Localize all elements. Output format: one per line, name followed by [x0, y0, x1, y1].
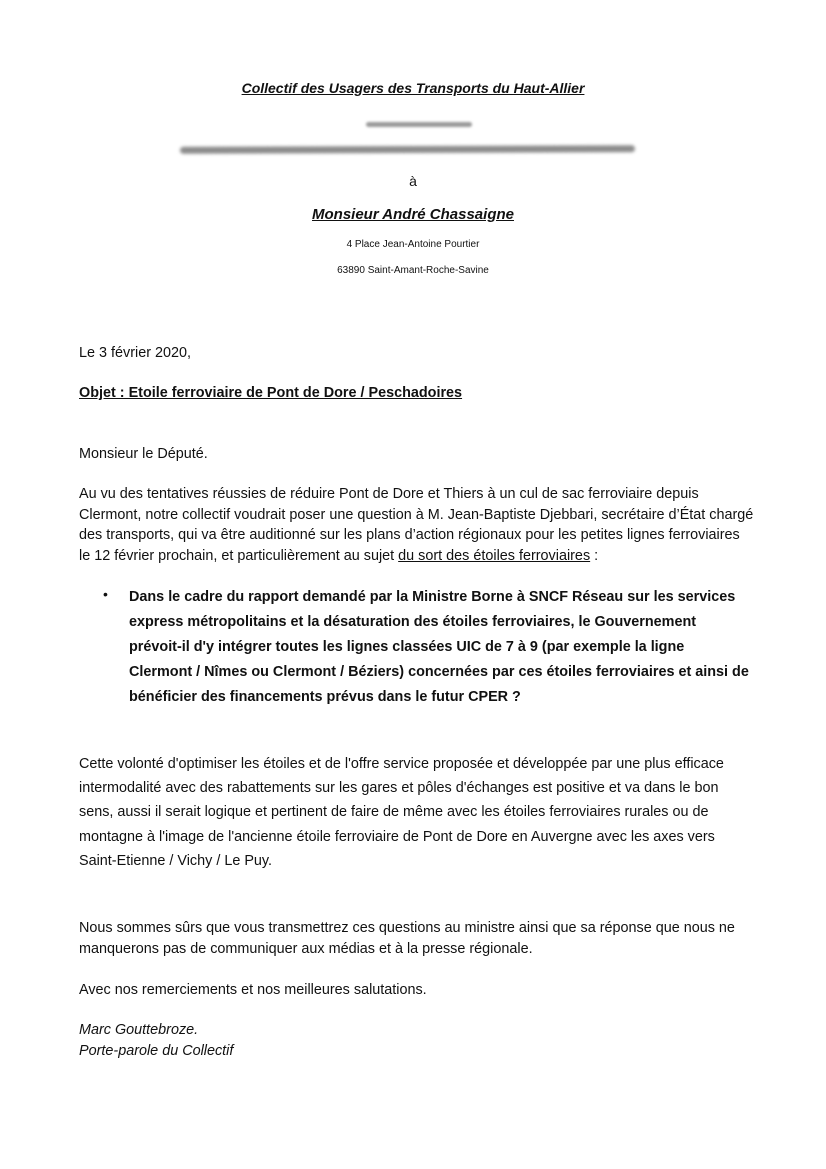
recipient-name: Monsieur André Chassaigne [312, 206, 514, 223]
recipient-address-line1: 4 Place Jean-Antoine Pourtier [346, 239, 480, 250]
addressee-prefix: à [409, 173, 417, 189]
signature-role: Porte-parole du Collectif [79, 1042, 234, 1059]
letter-greeting: Monsieur le Député. [79, 446, 208, 462]
organization-title: Collectif des Usagers des Transports du Haut-Allier [241, 80, 585, 96]
redacted-line [366, 122, 472, 127]
signature-block [79, 1020, 759, 1061]
recipient-address-line2: 63890 Saint-Amant-Roche-Savine [337, 265, 489, 276]
paragraph-intro [79, 484, 754, 566]
paragraph-intro-text: Au vu des tentatives réussies de réduire Pont de Dore et Thiers à un cul de sac ferroviaire depuis Clermont, notre collectif voudrait poser une question à M. Jean-Baptiste Djebbari, secrétaire d’État chargé des transports, qui va être auditionné sur les plans d’action régionaux pour les petites lignes ferroviaires le 12 février prochain, et particulièrement au sujet [79, 486, 754, 564]
paragraph-intro-underlined: du sort des étoiles ferroviaires [398, 547, 591, 564]
letter-closing: Avec nos remerciements et nos meilleures salutations. [79, 982, 427, 998]
paragraph-argument: Cette volonté d'optimiser les étoiles et de l'offre service proposée et développée par une plus efficace intermodalité avec des rabattements sur les gares et pôles d'échanges est positive et va dans le bon sens, aussi il serait logique et pertinent de faire de même avec les étoiles ferroviaires rurales ou de montagne à l'image de l'ancienne étoile ferroviaire de Pont de Dore en Auvergne avec les axes vers Saint-Etienne / Vichy / Le Puy. [79, 756, 724, 869]
redacted-line [180, 145, 635, 154]
question-bullet: Dans le cadre du rapport demandé par la Ministre Borne à SNCF Réseau sur les services express métropolitains et la désaturation des étoiles ferroviaires, le Gouvernement prévoit-il d'y intégrer toutes les lignes classées UIC de 7 à 9 (par exemple la ligne Clermont / Nîmes ou Clermont / Béziers) concernées par ces étoiles ferroviaires et ainsi de bénéficier des financements prévus dans le futur CPER ? [129, 589, 749, 705]
paragraph-request: Nous sommes sûrs que vous transmettrez ces questions au ministre ainsi que sa réponse que nous ne manquerons pas de communiquer aux médias et à la presse régionale. [79, 920, 735, 957]
signature-name: Marc Gouttebroze. [79, 1022, 199, 1038]
letter-subject: Objet : Etoile ferroviaire de Pont de Dore / Peschadoires [79, 385, 463, 401]
paragraph-intro-end: : [590, 547, 599, 564]
letter-date: Le 3 février 2020, [79, 345, 191, 361]
bullet-icon: • [103, 586, 108, 602]
